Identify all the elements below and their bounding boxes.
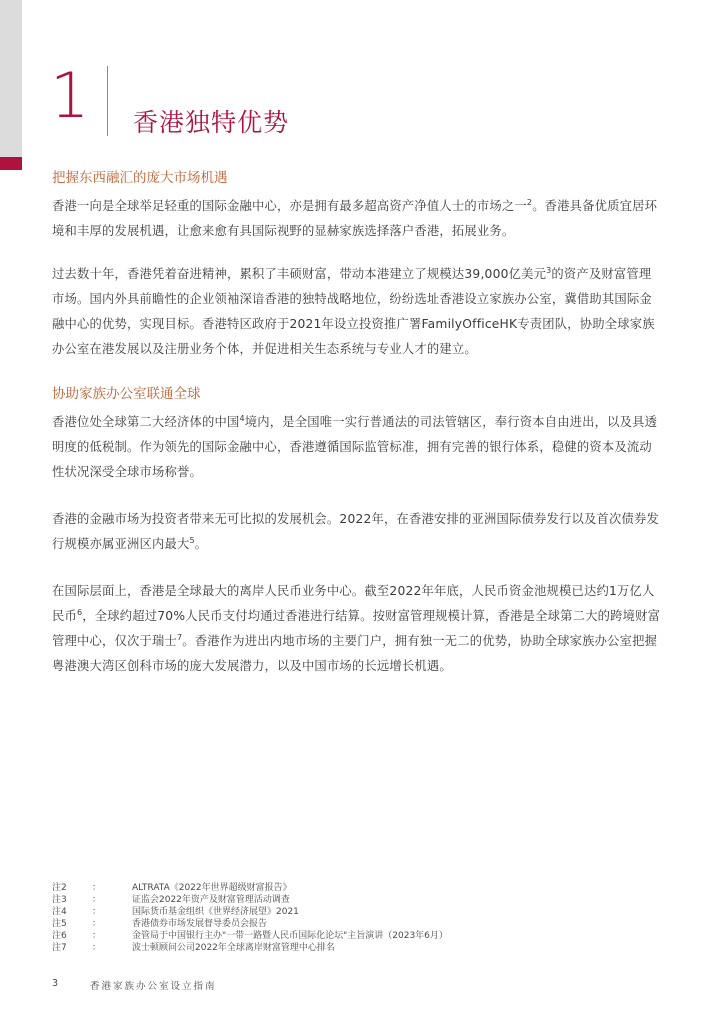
footnote: 注2 ： ALTRATA《2022年世界超级财富报告》 [52,883,292,893]
side-bar [0,0,22,157]
footnote: 注3 ： 证监会2022年资产及财富管理活动调查 [52,895,290,905]
footnote: 注6 ： 金管局于中国银行主办"一带一路暨人民币国际化论坛"主旨演讲（2023年6月） [52,931,448,941]
chapter-divider [107,66,108,136]
section [52,384,662,679]
chapter-number: 1 [50,59,88,132]
footnote: 注5 ： 香港债券市场发展督导委员会报告 [52,919,268,929]
section-heading: 把握东西融汇的庞大市场机遇 [52,170,228,186]
section-heading: 协助家族办公室联通全球 [52,386,201,402]
paragraph: 过去数十年，香港凭着奋进精神，累积了丰硕财富，带动本港建立了规模达39,000亿美元$^3$的资产及财富管理市场。国内外具前瞻性的企业领袖深谙香港的独特战略地位，纷纷选址香港设立家族办公室，冀借助其国际金融中心的优势，实现目标。香港特区政府于2021年设立投资推广署FamilyOfficeHK专责团队，协助全球家族办公室在港发展以及注册业务个体，并促进相关生态系统与专业人才的建立。 [52,265,655,356]
chapter-title: 香港独特优势 [133,108,290,137]
document-title: 香港家族办公室设立指南 [90,981,217,992]
section [52,168,662,362]
main-content [52,168,662,701]
footnotes [52,882,572,954]
footnote: 注7 ： 波士顿顾问公司2022年全球离岸财富管理中心排名 [52,943,335,953]
paragraph: 香港位处全球第二大经济体的中国$^4$境内，是全国唯一实行普通法的司法管辖区，奉行资本自由进出，以及具透明度的低税制。作为领先的国际金融中心，香港遵循国际监管标准，拥有完善的银行体系，稳健的资本及流动性状况深受全球市场称誉。 [52,413,658,479]
footnote: 注4 ： 国际货币基金组织《世界经济展望》2021 [52,907,299,917]
side-accent-block [0,157,22,170]
paragraph: 香港的金融市场为投资者带来无可比拟的发展机会。2022年，在香港安排的亚洲国际债券发行以及首次债券发行规模亦属亚洲区内最大$^5$。 [52,512,659,551]
paragraph: 在国际层面上，香港是全球最大的离岸人民币业务中心。截至2022年年底，人民币资金池规模已达约1万亿人民币$^6$，全球约超过70%人民币支付均通过香港进行结算。按财富管理规模计算，香港是全球第二大的跨境财富管理中心，仅次于瑞士$^7$。香港作为进出内地市场的主要门户，拥有独一无二的优势，协助全球家族办公室把握粤港澳大湾区创科市场的庞大发展潜力，以及中国市场的长远增长机遇。 [52,584,661,673]
paragraph: 香港一向是全球举足轻重的国际金融中心，亦是拥有最多超高资产净值人士的市场之一$^2$。香港具备优质宜居环境和丰厚的发展机遇，让愈来愈有具国际视野的显赫家族选择落户香港，拓展业务。 [52,197,658,238]
page-number: 3 [52,978,59,989]
page-footer [52,978,217,992]
